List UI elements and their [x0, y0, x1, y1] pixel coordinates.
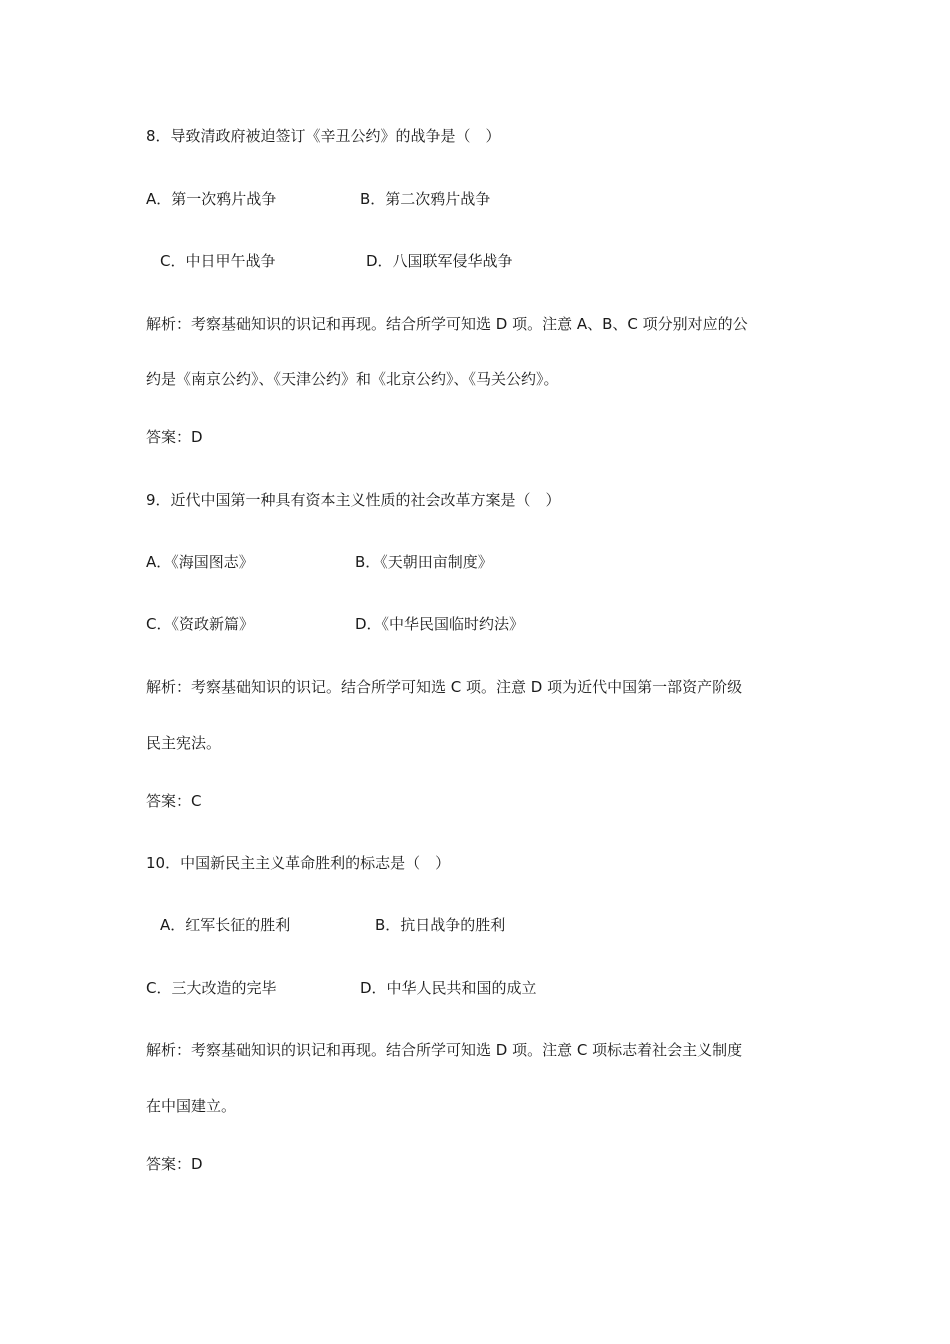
question-10-stem: 10．中国新民主主义革命胜利的标志是（ ）	[146, 854, 451, 872]
question-10-option-b: B．抗日战争的胜利	[375, 916, 506, 934]
question-8-stem: 8．导致清政府被迫签订《辛丑公约》的战争是（ ）	[146, 127, 501, 145]
question-8-option-a: A．第一次鸦片战争	[146, 190, 277, 208]
question-8-option-d: D．八国联军侵华战争	[366, 252, 513, 270]
question-8-answer: 答案：D	[146, 428, 203, 446]
question-9-analysis-line-1: 解析：考察基础知识的识记。结合所学可知选 C 项。注意 D 项为近代中国第一部资产阶级	[146, 678, 743, 696]
question-10-analysis-line-2: 在中国建立。	[146, 1097, 237, 1115]
question-9-option-c: C．《资政新篇》	[146, 615, 254, 633]
question-10-analysis-line-1: 解析：考察基础知识的识记和再现。结合所学可知选 D 项。注意 C 项标志着社会主义制度	[146, 1041, 743, 1059]
question-9-option-d: D．《中华民国临时约法》	[355, 615, 525, 633]
question-10-option-d: D．中华人民共和国的成立	[360, 979, 537, 997]
question-8-option-c: C．中日甲午战争	[160, 252, 276, 270]
question-9-option-a: A．《海国图志》	[146, 553, 254, 571]
question-9-stem: 9．近代中国第一种具有资本主义性质的社会改革方案是（ ）	[146, 491, 561, 509]
question-8-analysis-line-2: 约是《南京公约》、《天津公约》和《北京公约》、《马关公约》。	[146, 370, 559, 388]
question-8-analysis-line-1: 解析：考察基础知识的识记和再现。结合所学可知选 D 项。注意 A、B、C 项分别对应的公	[146, 315, 748, 333]
question-10-option-c: C．三大改造的完毕	[146, 979, 277, 997]
question-9-answer: 答案：C	[146, 792, 202, 810]
question-8-option-b: B．第二次鸦片战争	[360, 190, 491, 208]
question-9-option-b: B．《天朝田亩制度》	[355, 553, 493, 571]
question-9-analysis-line-2: 民主宪法。	[146, 734, 222, 752]
question-10-option-a: A．红军长征的胜利	[160, 916, 291, 934]
question-10-answer: 答案：D	[146, 1155, 203, 1173]
